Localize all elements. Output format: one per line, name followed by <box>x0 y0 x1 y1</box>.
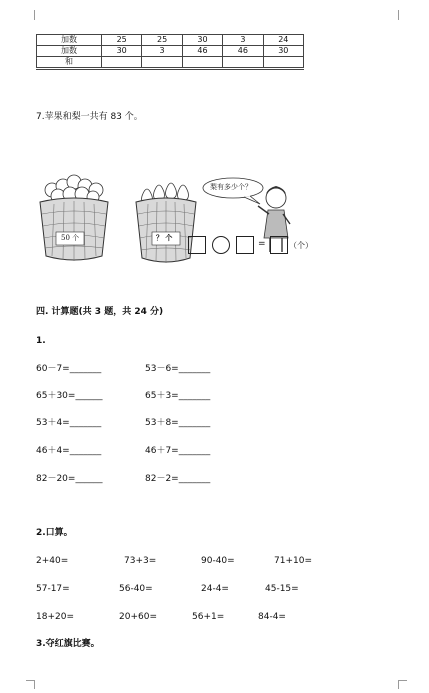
section-4-heading: 四. 计算题(共 3 题，共 24 分) <box>36 307 164 317</box>
table-row <box>37 46 304 57</box>
crop-mark-top-right <box>398 10 407 20</box>
calc-item: 46＋7=_______ <box>145 446 211 456</box>
oral-calc-item: 24-4= <box>201 584 229 594</box>
oral-calc-item: 73+3= <box>124 556 157 566</box>
row-header: 加数 <box>37 35 102 46</box>
table-cell[interactable] <box>142 57 182 68</box>
speech-text: 梨有多少个？ <box>210 183 252 191</box>
table-cell: 30 <box>263 46 303 57</box>
question-7-title: 7.苹果和梨一共有 83 个。 <box>36 112 143 122</box>
table-cell: 46 <box>182 46 222 57</box>
oral-calc-item: 45-15= <box>265 584 299 594</box>
table-cell[interactable] <box>263 57 303 68</box>
table-cell[interactable] <box>223 57 263 68</box>
calc-item: 53＋8=_______ <box>145 418 211 428</box>
operator-circle[interactable] <box>212 236 230 254</box>
calc-item: 65＋30=______ <box>36 391 103 401</box>
oral-calc-item: 56+1= <box>192 612 225 622</box>
table-cell: 3 <box>142 46 182 57</box>
calc-item: 46＋4=_______ <box>36 446 102 456</box>
oral-calc-item: 71+10= <box>274 556 312 566</box>
answer-box-2[interactable] <box>236 236 254 254</box>
calc-item: 65＋3=_______ <box>145 391 211 401</box>
addition-table <box>36 34 304 68</box>
question-3-label: 3.夺红旗比赛。 <box>36 639 100 649</box>
table-cell: 25 <box>102 35 142 46</box>
table-cell: 30 <box>102 46 142 57</box>
oral-calc-item: 84-4= <box>258 612 286 622</box>
unit-label: （个） <box>289 241 313 250</box>
apple-basket-icon <box>40 175 108 261</box>
calc-item: 53＋4=_______ <box>36 418 102 428</box>
pear-count-label: ？ 个 <box>156 234 173 242</box>
table-cell: 24 <box>263 35 303 46</box>
equals-sign: = <box>258 239 266 249</box>
table-underline <box>36 69 304 70</box>
table-cell: 46 <box>223 46 263 57</box>
crop-mark-bottom-right <box>398 680 407 689</box>
question-1-label: 1. <box>36 336 46 346</box>
oral-calc-item: 18+20= <box>36 612 74 622</box>
crop-mark-bottom-left <box>26 680 35 689</box>
table-row <box>37 57 304 68</box>
table-cell[interactable] <box>102 57 142 68</box>
calc-item: 82－2=_______ <box>145 474 211 484</box>
calc-item: 82－20=______ <box>36 474 103 484</box>
oral-calc-item: 56-40= <box>119 584 153 594</box>
calc-item: 53－6=_______ <box>145 364 211 374</box>
oral-calc-item: 90-40= <box>201 556 235 566</box>
table-cell: 30 <box>182 35 222 46</box>
fruit-illustration <box>38 168 338 268</box>
crop-mark-top-left <box>28 10 35 20</box>
row-header: 加数 <box>37 46 102 57</box>
row-header: 和 <box>37 57 102 68</box>
table-cell: 25 <box>142 35 182 46</box>
oral-calc-item: 2+40= <box>36 556 69 566</box>
oral-calc-item: 57-17= <box>36 584 70 594</box>
answer-box-1[interactable] <box>188 236 206 254</box>
oral-calc-item: 20+60= <box>119 612 157 622</box>
pear-basket-icon <box>136 183 196 263</box>
apple-count-label: 50 个 <box>61 234 80 242</box>
table-row <box>37 35 304 46</box>
answer-box-result[interactable] <box>270 236 288 254</box>
table-cell[interactable] <box>182 57 222 68</box>
table-cell: 3 <box>223 35 263 46</box>
calc-item: 60－7=_______ <box>36 364 102 374</box>
question-2-label: 2.口算。 <box>36 528 73 538</box>
